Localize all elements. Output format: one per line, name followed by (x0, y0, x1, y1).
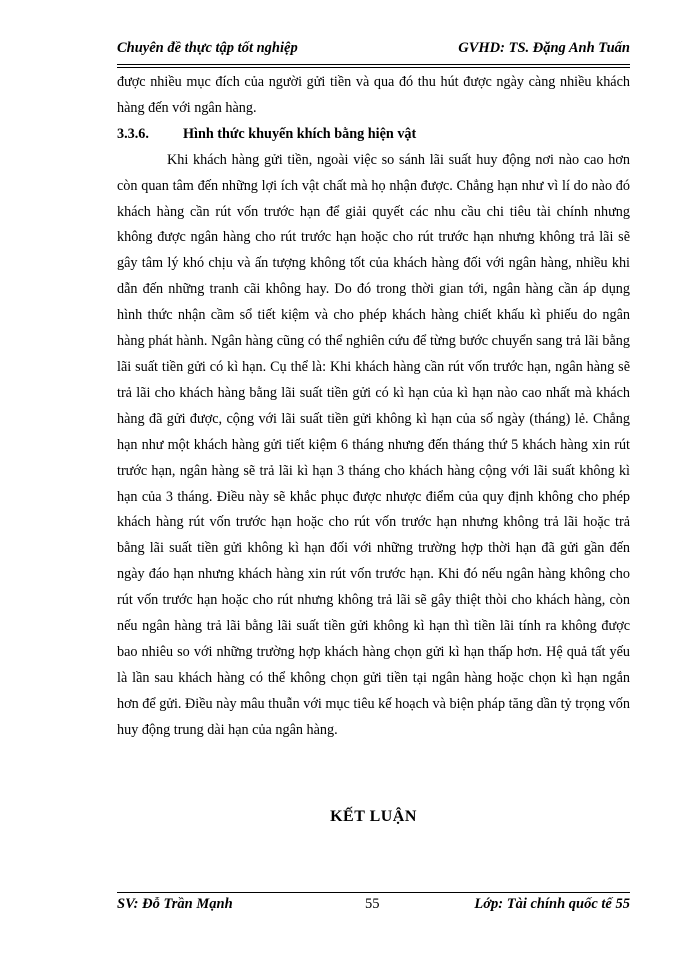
section-title: Hình thức khuyến khích bằng hiện vật (183, 125, 417, 142)
footer-divider (117, 892, 630, 893)
page-body (117, 70, 630, 744)
header-supervisor: GVHD: TS. Đặng Anh Tuấn (458, 40, 630, 56)
footer-student: SV: Đỗ Trần Mạnh (117, 896, 233, 912)
header-divider (117, 64, 630, 68)
footer-class: Lớp: Tài chính quốc tế 55 (474, 896, 630, 912)
section-heading (117, 122, 630, 148)
conclusion-heading: KẾT LUẬN (330, 808, 417, 825)
section-number: 3.3.6. (117, 125, 149, 142)
page-footer (117, 896, 630, 918)
page-number: 55 (365, 896, 380, 912)
header-thesis-title: Chuyên đề thực tập tốt nghiệp (117, 40, 298, 56)
page-header (117, 40, 630, 62)
continued-paragraph: được nhiều mục đích của người gửi tiền và qua đó thu hút được ngày càng nhiều khách hàng đến với ngân hàng. (117, 74, 630, 116)
body-paragraph: Khi khách hàng gửi tiền, ngoài việc so sánh lãi suất huy động nơi nào cao hơn còn quan tâm đến những lợi ích vật chất mà họ nhận được. Chẳng hạn như vì lí do nào đó khách hàng cần rút vốn trước hạn để giải quyết các nhu cầu chi tiêu tài chính nhưng không được ngân hàng cho rút trước hạn hoặc cho rút trước hạn nhưng không trả lãi sẽ gây tâm lý khó chịu và ấn tượng không tốt của khách hàng đối với ngân hàng, nhiều khi dẫn đến những tranh cãi không hay. Do đó trong thời gian tới, ngân hàng cần áp dụng hình thức nhận cầm sổ tiết kiệm và cho phép khách hàng chiết khấu kì phiếu do ngân hàng phát hành. Ngân hàng cũng có thể nghiên cứu để từng bước chuyển sang trả lãi bằng lãi suất tiền gửi có kì hạn. Cụ thể là: Khi khách hàng cần rút vốn trước hạn, ngân hàng sẽ trả lãi cho khách hàng bằng lãi suất tiền gửi có kì hạn của kì hạn nào cao nhất mà khách hàng đã gửi được, cộng với lãi suất tiền gửi không kì hạn của số ngày (tháng) lẻ. Chẳng hạn như một khách hàng gửi tiết kiệm 6 tháng nhưng đến tháng thứ 5 khách hàng xin rút trước hạn, ngân hàng sẽ trả lãi kì hạn 3 tháng cho khách hàng cộng với lãi suất không kì hạn của 3 tháng. Điều này sẽ khắc phục được nhược điểm của quy định không cho phép khách hàng rút vốn trước hạn hoặc cho rút vốn trước hạn nhưng không trả lãi hoặc trả bằng lãi suất tiền gửi không kì hạn đối với những trường hợp thời hạn đã gửi gần đến ngày đáo hạn nhưng khách hàng xin rút vốn trước hạn. Khi đó nếu ngân hàng không cho rút vốn trước hạn hoặc cho rút nhưng không trả lãi sẽ gây thiệt thòi cho khách hàng, còn nếu ngân hàng trả lãi bằng lãi suất tiền gửi không kì hạn thì tiền lãi tính ra không được bao nhiêu so với những trường hợp khách hàng chọn gửi kì hạn thấp hơn. Hệ quả tất yếu là lần sau khách hàng có thể không chọn gửi tiền tại ngân hàng hoặc chọn kì hạn ngắn hơn để gửi. Điều này mâu thuẫn với mục tiêu kế hoạch và biện pháp tăng dần tỷ trọng vốn huy động trung dài hạn của ngân hàng. (117, 151, 630, 738)
